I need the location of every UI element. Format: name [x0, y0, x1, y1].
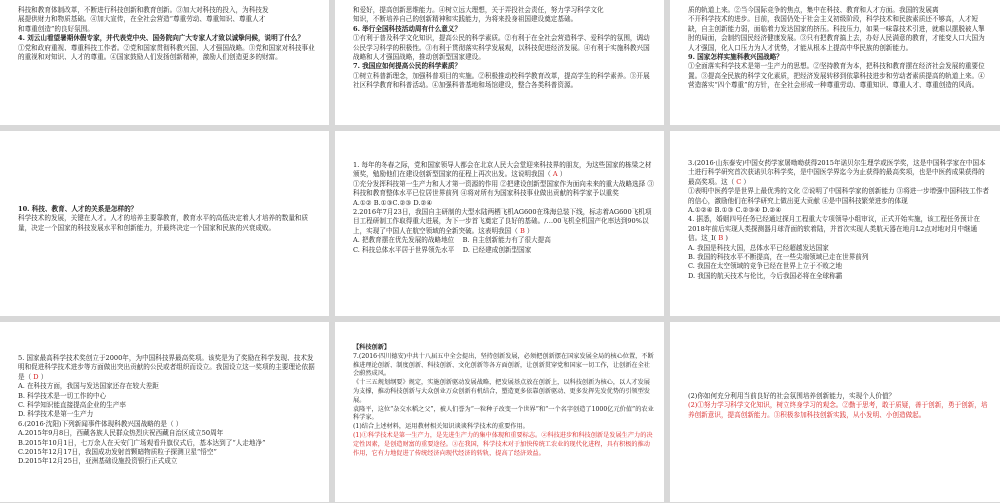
slide-panel-9[interactable] [670, 322, 1000, 502]
option: A.2015年9月8日，西藏各族人民群众热烈庆祝西藏自治区成立50周年 [18, 429, 224, 438]
text-line: 展提供财力和物质基础。④加大宣传，在全社会营造“尊重劳动、尊重知识、尊重人才 [18, 15, 266, 24]
option: A. 把教育摆在优先发展的战略地位 B. 自主创新能力有了很大提高 [353, 236, 551, 245]
answer-4: ①党和政府重视、尊重科技工作者。②党和国家贯彻科教兴国、人才强国战略。③党和国家对科技事业的重视和对知识、人才的尊重。④国家鼓励人们发扬创新精神，激励人们创造更多的财富。 [18, 43, 315, 62]
text-line: 质的轨道上来。②当今国际竞争的焦点，集中在科技、教育和人才方面。我国的发展离 [688, 6, 939, 14]
slide-panel-6[interactable] [670, 131, 1000, 316]
answer-7-1: (1)①科学技术是第一生产力，是先进生产力的集中体现和重要标志。②科技进步和科技创新是发展生产力的决定性因素，是创造财富的重要途径。③在我国，科学技术对于加快传统工农业的现代化进程，具有积极的推动作用，它有力地促进了传统经济向现代经济的转轨，提高了经济效益。 [353, 431, 653, 457]
question-7: 7.(2016·四川德安)中共十八届五中全会提出，坚持创新发展，必须把创新摆在国家发展全局的核心位置，不断推进理论创新、制度创新、科技创新、文化创新等各方面创新，让创新贯穿党和国家一切工作，让创新在全社会蔚然成风。 [353, 352, 654, 378]
slide-panel-3[interactable] [670, 0, 1000, 125]
option: C.2015年12月17日，我国成功发射首颗暗物质粒子探测卫星“悟空” [18, 448, 217, 457]
slide-panel-2[interactable] [335, 0, 664, 125]
option: A. 我国是科技大国，总体水平已经超越发达国家 [688, 243, 829, 252]
option: A. 在科技方面，我国与发达国家还存在较大差距 [18, 382, 159, 391]
text-line: 知识，不断培养自己的创新精神和实践能力，为将来投身祖国建设奠定基础。 [353, 15, 578, 24]
option: C. 科技总体水平居于世界领先水平 D. 已经建成创新型国家 [353, 245, 532, 254]
answer-10: 科学技术的发展，关键在人才。人才的培养主要靠教育，教育水平的高低决定着人才培养的数量和质量，决定一个国家的科技发展水平和创新能力，并最终决定一个国家和民族的兴衰成败。 [18, 214, 309, 232]
question-6: 6. 举行全国科技活动周有什么意义？ [353, 24, 462, 33]
answer-mark: B [519, 226, 525, 235]
answer-mark: A [552, 170, 558, 179]
text-line: 和爱好，提高创新思维能力。④树立远大理想，关于弄投社会责任，努力学习科学文化 [353, 6, 604, 14]
question-4: 4. 刘云山看望暑期休假专家，并代表党中央、国务院向广大专家人才致以诚挚问候，说明了什么？ [18, 34, 305, 43]
option: D.2015年12月25日，亚洲基础设施投资银行正式成立 [18, 457, 178, 466]
section-title: 【科技创新】 [353, 344, 391, 351]
option: B.2015年10月1日，七万余人在天安门广场观看升旗仪式后，基本达到了“人走地净” [18, 438, 266, 447]
question-4: 4. 据悉，婚姻四号任务已经通过探月工程重大专项领导小组审议，正式开始实施，该工程任务预计在2018年前后实现人类探测器月球背面的软着陆，并首次实现人类航天器在地月L2点对地对月中继通信。这_I( B ) [688, 215, 980, 243]
slide-panel-1[interactable] [0, 0, 329, 125]
answer-mark: D [33, 372, 39, 381]
option: C. 我国在太空领域的竞争已经在世界上立于不败之地 [688, 262, 843, 271]
question-2: 2.2016年7月23日，我国自主研制的大型水陆两栖飞机AG600在珠海总装下线，标志着AG600飞机项目工程研制工作取得重大进展，为下一步首飞奠定了良好的基础。/…00飞机全机国产化率达到90%以上，实现了中国人在航空领域的全新突破。这表明我国（ B ） [353, 208, 652, 235]
material-3: 袁隆平，这位“杂交水稻之父”，被人们誉为“一粒种子改变一个世界”和“一个名字创造了1000亿元价值”的农业科学家。 [353, 405, 654, 422]
text-line: 和尊重创造”的良好氛围。 [18, 24, 94, 33]
text-line: 不开科学技术的进步。目前，我国仍处于社会主义初级阶段，科学技术和民族素质还不够高，人才短缺，自主创新能力弱，面临着力发达国家的挤压。科技压力，如果一味靠技术引进，就难以摆脱被人掣肘的局面，会制约国民经济健康发展。③只有把教育搞上去，办好人民满意的教育，才能变人口大国为人才强国，化人口压力为人才优势，才能从根本上提高中华民族的创新能力。 [688, 15, 985, 52]
question-1: 1. 每年的冬春之际，党和国家领导人都会在北京人民大会堂迎来科技界的朋友，为这些国家的栋梁之材颁奖，勉励他们在建设创新型国家的征程上再次出发。这说明我国（ A ） [353, 161, 652, 179]
question-5: 5. 国家最高科学技术奖创立于2000年，为中国科技界最高奖项。该奖是为了奖励在科学发现、技术发明和促进科学技术进步等方面做出突出贡献的公民或者组织而设立。我国设立这一奖项的主要理论依据是（ D ） [18, 354, 315, 381]
choices-1: A.①② B.①③C.②③ D.②④ [353, 198, 433, 207]
answer-mark: C [736, 177, 742, 186]
slide-panel-4[interactable] [0, 131, 329, 316]
options-1: ①充分发挥科技第一生产力和人才第一资源的作用 ②把建设创新型国家作为面向未来的重大战略选择 ③科技和教育整体水平已位居世界前列 ④将对所有为国家科技事业做出贡献的科学家予以重奖 [353, 179, 654, 198]
question-6: 6.(2016·沈阳)下列新闻事件体现科教兴国战略的是（ ） [18, 419, 183, 428]
slide-panel-5[interactable] [335, 131, 664, 316]
answer-mark: B [718, 234, 724, 243]
text-line: 科技和教育体制改革，不断进行科技创新和教育创新。③加大对科技的投入，为科技发 [18, 6, 269, 14]
options-3: ①表明中医药学是世界上最优秀的文化 ②说明了中国科学家的创新能力 ③将进一步增强中国科技工作者的信心，激励他们在科学研究上做出更大贡献 ④是中国科技繁荣进步的体现 [688, 187, 989, 205]
answer-9: ①全面落实科学技术是第一生产力的思想。②坚持教育为本，把科技和教育摆在经济社会发展的重要位置。③提高全民族的科学文化素质，把经济发展转移到依靠科技进步和劳动者素质提高的轨道上来。④营造落实“四个尊重”的方针，在全社会形成一种尊重劳动、尊重知识、尊重人才、尊重创造的风尚。 [688, 62, 985, 90]
option: D. 科学技术是第一生产力 [18, 410, 94, 419]
choices-3: A.①②④ B.①③ C.②③④ D.②④ [688, 206, 782, 215]
question-7: 7. 我国应如何提高公民的科学素质？ [353, 62, 462, 71]
option: B. 科学技术是一切工作的中心 [18, 391, 107, 400]
slide-panel-8[interactable] [335, 322, 664, 502]
material-2: 《十三五规划纲要》规定，实施创新驱动发展战略，把发展基点放在创新上，以科技创新为核心，以人才发展为支撑，推动科技创新与大众创业万众创新有机结合，塑造更多依靠创新驱动、更多发挥先发优势的引领型发展。 [353, 379, 650, 404]
answer-7: ①树立科普新理念，加强科普项目的实施。②积极推动校科学教育改革，提高学生的科学素养。③开展社区科学教育和科普活动。④加强科普基地和场馆建设，整合各类科普资源。 [353, 71, 650, 90]
question-9: 9. 国家怎样实施科教兴国战略？ [688, 53, 783, 62]
option: D. 我国的航天技术与伦比，今后我国必将在全球称霸 [688, 271, 843, 280]
question-10: 10. 科技、教育、人才的关系是怎样的？ [18, 205, 138, 213]
answer-7-2: (2)①努力学习科学文化知识，树立终身学习的观念。②勤于思考，敢于质疑，善于创新，勇于创新，培养创新意识，提高创新能力。③积极参加科技创新实践，从小发明、小创造做起。 [688, 401, 988, 419]
answer-6: ①有利于普及科学文化知识，提高公民的科学素质。②有利于在全社会营造科学、爱科学的氛围，调动公民学习科学的积极性。③有利于贯彻落实科学发展观，以科技促进经济发展。④有利于实施科教兴国战略和人才强国战略，推动创新型国家建设。 [353, 34, 650, 62]
sub-question-1: (1)结合上述材料，运用教材相关知识谈谈科学技术的重要作用。 [353, 423, 529, 431]
option: C. 科学知识能直接提高企业的生产率 [18, 401, 126, 410]
question-3: 3.(2016·山东泰安)中国女药学家屠呦呦获得2015年诺贝尔生理学或医学奖，这是中国科学家在中国本土进行科学研究首次获诺贝尔科学奖，是中国医学界迄今为止获得的最高奖项，也是中医药成果获得的最高奖项。这（ C ） [688, 159, 986, 186]
sub-question-2: (2)你如何充分利用当前良好的社会氛围培养创新能力，实现个人价值？ [688, 392, 896, 400]
slide-panel-7[interactable] [0, 322, 329, 502]
option: B. 我国的科技水平不断提高，在一些尖端领域已走在世界前列 [688, 253, 869, 262]
